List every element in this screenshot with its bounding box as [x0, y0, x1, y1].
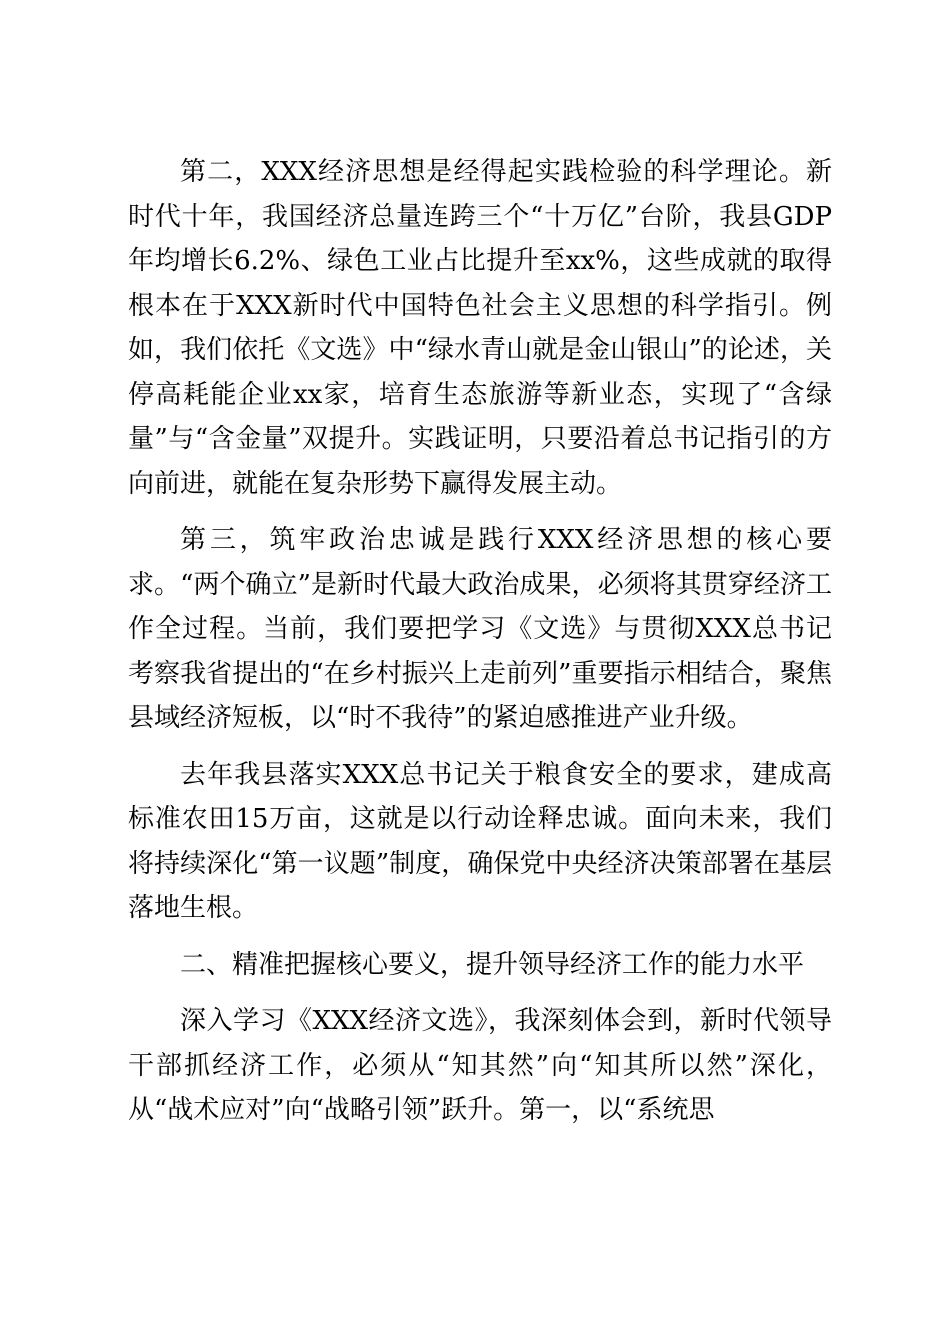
section-heading: 二、精准把握核心要义，提升领导经济工作的能力水平 — [180, 949, 805, 980]
paragraph-third-point: 第三，筑牢政治忠诚是践行XXX经济思想的核心要求。“两个确立”是新时代最大政治成果，必须将其贯穿经济工作全过程。当前，我们要把学习《文选》与贯彻XXX总书记考察我省提出的“在乡村振兴上走前列”重要指示相结合，聚焦县域经济短板，以“时不我待”的紧迫感推进产业升级。 — [128, 525, 832, 733]
paragraph-grain-security: 去年我县落实XXX总书记关于粮食安全的要求，建成高标准农田15万亩，这就是以行动诠释忠诚。面向未来，我们将持续深化“第一议题”制度，确保党中央经济决策部署在基层落地生根。 — [128, 759, 832, 923]
paragraph-second-point: 第二，XXX经济思想是经得起实践检验的科学理论。新时代十年，我国经济总量连跨三个“十万亿”台阶，我县GDP年均增长6.2%、绿色工业占比提升至xx%，这些成就的取得根本在于XXX新时代中国特色社会主义思想的科学指引。例如，我们依托《文选》中“绿水青山就是金山银山”的论述，关停高耗能企业xx家，培育生态旅游等新业态，实现了“含绿量”与“含金量”双提升。实践证明，只要沿着总书记指引的方向前进，就能在复杂形势下赢得发展主动。 — [128, 157, 832, 499]
document-body — [128, 150, 832, 1145]
paragraph-deep-study: 深入学习《XXX经济文选》，我深刻体会到，新时代领导干部抓经济工作，必须从“知其然”向“知其所以然”深化，从“战术应对”向“战略引领”跃升。第一，以“系统思 — [128, 1006, 832, 1125]
